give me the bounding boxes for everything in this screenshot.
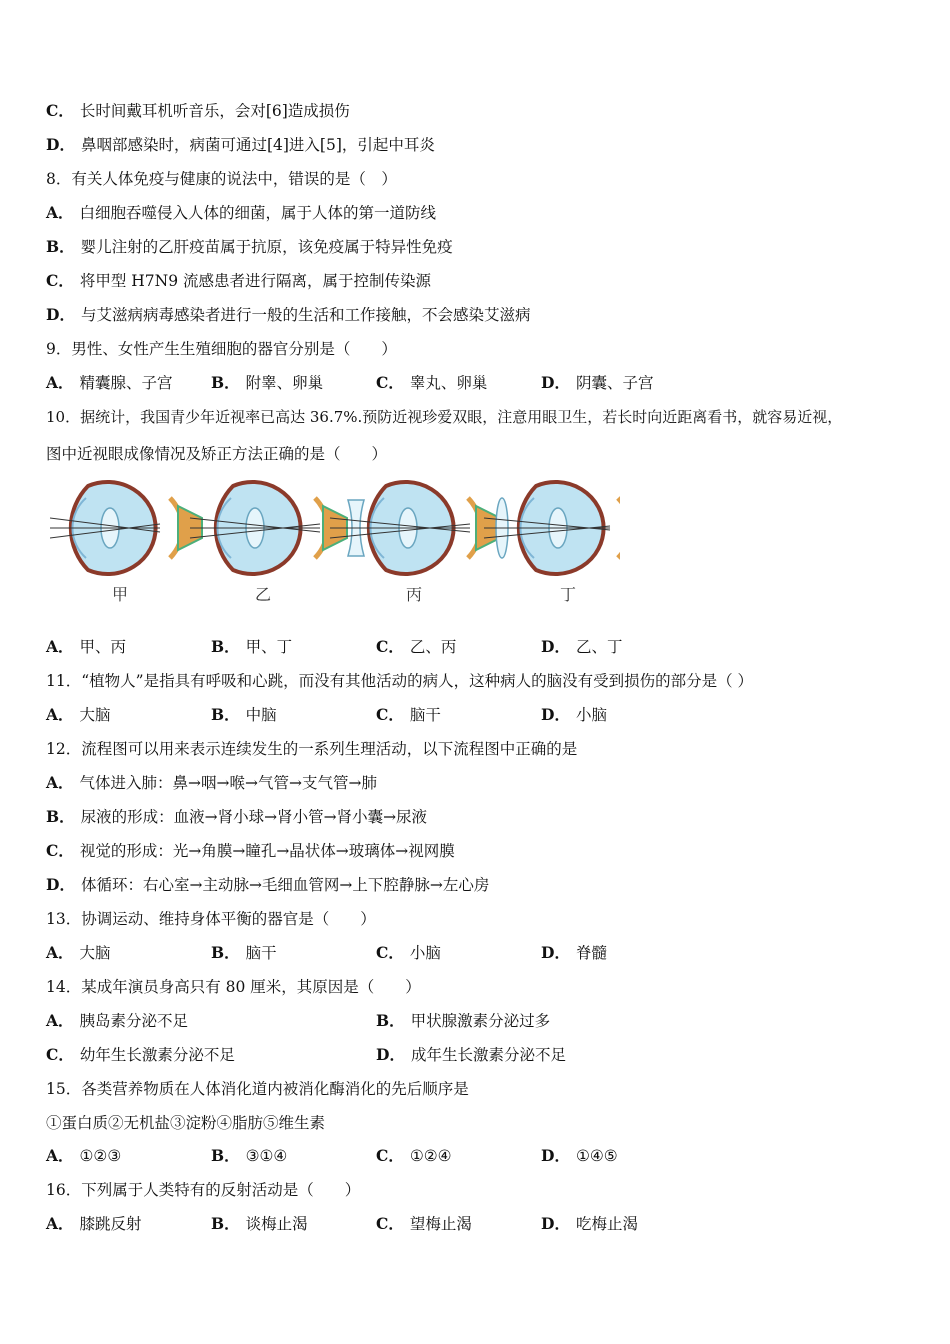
option-label: A． (46, 1146, 74, 1165)
option-label: C． (376, 373, 404, 392)
q11-option-c (376, 704, 441, 726)
option-label: A． (46, 637, 74, 656)
option-label: B． (211, 705, 240, 724)
option-text: 将甲型 H7N9 流感患者进行隔离，属于控制传染源 (79, 272, 432, 290)
q15-option-a (46, 1145, 121, 1167)
option-text: 阴囊、子宫 (575, 374, 654, 392)
option-text: 膝跳反射 (79, 1215, 142, 1233)
q14-option-d (376, 1044, 566, 1066)
option-text: 视觉的形成：光→角膜→瞳孔→晶状体→玻璃体→视网膜 (79, 842, 455, 860)
option-text: 小脑 (409, 944, 441, 962)
option-label: A． (46, 705, 74, 724)
question-15-items: ①蛋白质②无机盐③淀粉④脂肪⑤维生素 (46, 1114, 326, 1132)
option-text: 成年生长激素分泌不足 (410, 1046, 566, 1064)
q13-option-d (541, 942, 607, 964)
eye-yi (190, 482, 347, 574)
q8-option-b (46, 236, 453, 258)
q16-option-b (211, 1213, 308, 1235)
option-label: C． (376, 1214, 404, 1233)
option-label: A． (46, 203, 74, 222)
option-label: B． (211, 943, 240, 962)
caption-bing: 丙 (406, 585, 423, 604)
option-text: 附睾、卵巢 (245, 374, 324, 392)
option-text: 精囊腺、子宫 (79, 374, 173, 392)
option-text: 脑干 (409, 706, 441, 724)
q15-option-b (211, 1145, 287, 1167)
option-label: B． (211, 1146, 240, 1165)
option-label: D． (541, 705, 570, 724)
option-label: B． (46, 807, 75, 826)
q12-option-a (46, 772, 377, 794)
option-label: C． (376, 705, 404, 724)
option-text: 尿液的形成：血液→肾小球→肾小管→肾小囊→尿液 (80, 808, 428, 826)
q9-option-b (211, 372, 323, 394)
q12-option-d (46, 874, 489, 896)
option-text: 甲、丙 (79, 638, 127, 656)
option-text: 脑干 (245, 944, 277, 962)
option-label: B． (211, 637, 240, 656)
option-text: ①②④ (409, 1147, 452, 1165)
q12-option-b (46, 806, 427, 828)
q11-option-a (46, 704, 111, 726)
question-16: 16．下列属于人类特有的反射活动是（ ） (46, 1181, 361, 1199)
question-11: 11．“植物人”是指具有呼吸和心跳，而没有其他活动的病人，这种病人的脑没有受到损伤的部分是（ ） (46, 672, 754, 690)
option-label: D． (541, 373, 570, 392)
q10-option-b (211, 636, 292, 658)
question-12: 12．流程图可以用来表示连续发生的一系列生理活动，以下流程图中正确的是 (46, 740, 578, 758)
option-label: C． (376, 637, 404, 656)
option-text: 胰岛素分泌不足 (79, 1012, 189, 1030)
option-text: 大脑 (79, 944, 111, 962)
option-label: C． (46, 101, 74, 120)
option-label: C． (46, 1045, 74, 1064)
question-13: 13．协调运动、维持身体平衡的器官是（ ） (46, 910, 376, 928)
question-10-line-1: 10．据统计，我国青少年近视率已高达 36.7%.预防近视珍爱双眼，注意用眼卫生，若长时向近距离看书，就容易近视， (46, 408, 843, 426)
q8-option-d (46, 304, 530, 326)
option-label: D． (46, 875, 75, 894)
option-text: ①④⑤ (575, 1147, 618, 1165)
option-label: D． (541, 943, 570, 962)
caption-yi: 乙 (255, 585, 272, 604)
question-8: 8．有关人体免疫与健康的说法中，错误的是（ ） (46, 170, 397, 188)
q16-option-d (541, 1213, 638, 1235)
q16-option-a (46, 1213, 142, 1235)
option-label: D． (376, 1045, 405, 1064)
option-text: 鼻咽部感染时，病菌可通过[4]进入[5]，引起中耳炎 (80, 136, 435, 154)
option-text: 脊髓 (575, 944, 607, 962)
question-15: 15．各类营养物质在人体消化道内被消化酶消化的先后顺序是 (46, 1080, 469, 1098)
q13-option-a (46, 942, 111, 964)
option-label: D． (541, 637, 570, 656)
question-14: 14．某成年演员身高只有 80 厘米，其原因是（ ） (46, 978, 421, 996)
q12-option-c (46, 840, 455, 862)
option-text: 体循环：右心室→主动脉→毛细血管网→上下腔静脉→左心房 (80, 876, 490, 894)
option-text: ①②③ (79, 1147, 122, 1165)
option-label: C． (46, 841, 74, 860)
eye-diagrams (50, 478, 620, 578)
question-9: 9．男性、女性产生生殖细胞的器官分别是（ ） (46, 340, 397, 358)
option-label: C． (376, 1146, 404, 1165)
q15-option-c (376, 1145, 452, 1167)
caption-ding: 丁 (560, 585, 577, 604)
option-label: A． (46, 1011, 74, 1030)
eye-ding (484, 482, 620, 574)
option-label: B． (211, 1214, 240, 1233)
q13-option-c (376, 942, 441, 964)
option-label: C． (46, 271, 74, 290)
q10-option-c (376, 636, 456, 658)
option-label: A． (46, 773, 74, 792)
option-text: 小脑 (575, 706, 607, 724)
option-text: ③①④ (245, 1147, 288, 1165)
q15-option-d (541, 1145, 618, 1167)
option-label: C． (376, 943, 404, 962)
q8-option-a (46, 202, 436, 224)
q14-option-c (46, 1044, 235, 1066)
option-text: 甲状腺激素分泌过多 (410, 1012, 551, 1030)
option-label: B． (46, 237, 75, 256)
option-label: A． (46, 373, 74, 392)
q11-option-b (211, 704, 277, 726)
option-text: 与艾滋病病毒感染者进行一般的生活和工作接触，不会感染艾滋病 (80, 306, 531, 324)
option-text: 白细胞吞噬侵入人体的细菌，属于人体的第一道防线 (79, 204, 437, 222)
q9-option-a (46, 372, 173, 394)
option-label: D． (541, 1146, 570, 1165)
caption-jia: 甲 (112, 585, 129, 604)
eye-bing (330, 482, 500, 574)
q7-option-c (46, 100, 350, 122)
option-text: 吃梅止渴 (575, 1215, 638, 1233)
option-label: A． (46, 943, 74, 962)
q7-option-d (46, 134, 435, 156)
eye-jia (50, 482, 202, 574)
option-label: D． (46, 305, 75, 324)
q11-option-d (541, 704, 607, 726)
option-label: B． (376, 1011, 405, 1030)
option-text: 中脑 (245, 706, 277, 724)
option-label: B． (211, 373, 240, 392)
option-label: D． (46, 135, 75, 154)
eye-diagram-figure (50, 478, 620, 608)
q14-option-a (46, 1010, 188, 1032)
option-label: A． (46, 1214, 74, 1233)
question-10-line-2: 图中近视眼成像情况及矫正方法正确的是（ ） (46, 445, 388, 463)
q9-option-d (541, 372, 653, 394)
option-label: D． (541, 1214, 570, 1233)
option-text: 甲、丁 (245, 638, 293, 656)
option-text: 大脑 (79, 706, 111, 724)
q8-option-c (46, 270, 431, 292)
q16-option-c (376, 1213, 472, 1235)
q13-option-b (211, 942, 277, 964)
q14-option-b (376, 1010, 550, 1032)
q9-option-c (376, 372, 487, 394)
q10-option-d (541, 636, 622, 658)
option-text: 乙、丙 (409, 638, 457, 656)
option-text: 长时间戴耳机听音乐，会对[6]造成损伤 (79, 102, 350, 120)
option-text: 气体进入肺：鼻→咽→喉→气管→支气管→肺 (79, 774, 377, 792)
option-text: 婴儿注射的乙肝疫苗属于抗原，该免疫属于特异性免疫 (80, 238, 453, 256)
option-text: 睾丸、卵巢 (409, 374, 488, 392)
option-text: 乙、丁 (575, 638, 623, 656)
option-text: 幼年生长激素分泌不足 (79, 1046, 235, 1064)
q10-option-a (46, 636, 126, 658)
option-text: 谈梅止渴 (245, 1215, 308, 1233)
option-text: 望梅止渴 (409, 1215, 472, 1233)
